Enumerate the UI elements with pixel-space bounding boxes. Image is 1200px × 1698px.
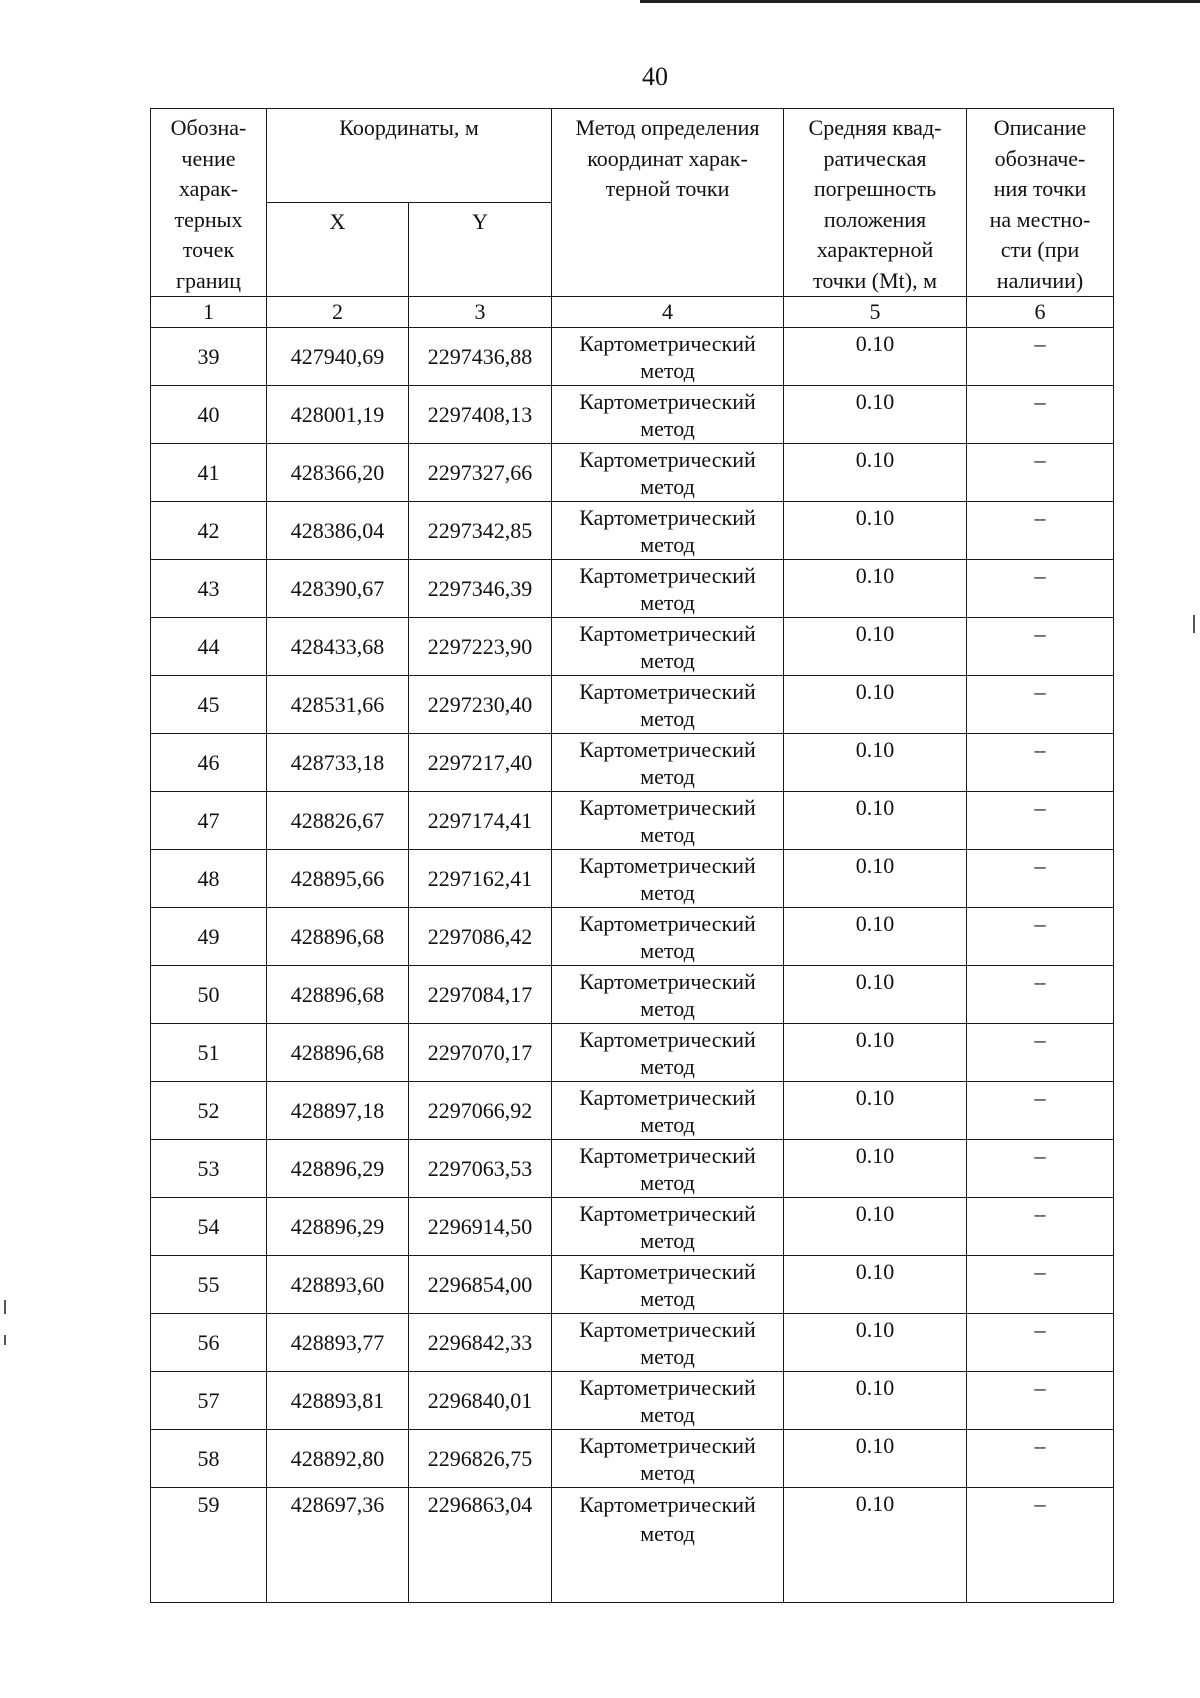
method-cell xyxy=(552,328,784,386)
x-coordinate-cell: 427940,69 xyxy=(267,328,409,386)
description-cell: – xyxy=(967,734,1114,792)
x-coordinate-cell: 428896,29 xyxy=(267,1198,409,1256)
method-line: Картометрический xyxy=(579,1375,756,1400)
table-row xyxy=(151,502,1114,560)
method-cell xyxy=(552,1140,784,1198)
y-coordinate-cell: 2297086,42 xyxy=(409,908,552,966)
x-coordinate-cell: 428892,80 xyxy=(267,1430,409,1488)
y-coordinate-cell: 2297174,41 xyxy=(409,792,552,850)
x-coordinate-cell: 428366,20 xyxy=(267,444,409,502)
error-cell: 0.10 xyxy=(784,328,967,386)
header-line: Средняя квад- xyxy=(808,115,942,140)
point-number-cell: 59 xyxy=(151,1488,267,1603)
method-line: метод xyxy=(640,1460,695,1485)
point-number-cell: 53 xyxy=(151,1140,267,1198)
description-cell: – xyxy=(967,618,1114,676)
error-cell: 0.10 xyxy=(784,734,967,792)
point-number-cell: 54 xyxy=(151,1198,267,1256)
description-cell: – xyxy=(967,1198,1114,1256)
method-line: Картометрический xyxy=(579,1143,756,1168)
x-coordinate-cell: 428896,68 xyxy=(267,966,409,1024)
point-number-cell: 50 xyxy=(151,966,267,1024)
y-coordinate-cell: 2297436,88 xyxy=(409,328,552,386)
error-cell: 0.10 xyxy=(784,850,967,908)
method-line: Картометрический xyxy=(579,969,756,994)
header-line: положения xyxy=(823,206,927,232)
header-line: харак- xyxy=(178,176,239,201)
method-line: метод xyxy=(640,1344,695,1369)
method-line: Картометрический xyxy=(579,1259,756,1284)
y-coordinate-cell: 2297223,90 xyxy=(409,618,552,676)
description-cell: – xyxy=(967,676,1114,734)
x-coordinate-cell: 428826,67 xyxy=(267,792,409,850)
y-coordinate-cell: 2296826,75 xyxy=(409,1430,552,1488)
header-point-description xyxy=(967,109,1114,297)
method-cell xyxy=(552,1198,784,1256)
x-coordinate-cell: 428893,81 xyxy=(267,1372,409,1430)
method-line: Картометрический xyxy=(579,1492,756,1517)
description-cell: – xyxy=(967,386,1114,444)
header-line: ния точки xyxy=(993,176,1087,201)
method-cell xyxy=(552,1314,784,1372)
coordinates-table xyxy=(150,108,1114,1603)
method-line: метод xyxy=(640,706,695,731)
column-number: 3 xyxy=(409,297,552,328)
table-row xyxy=(151,966,1114,1024)
point-number-cell: 39 xyxy=(151,328,267,386)
method-line: Картометрический xyxy=(579,621,756,646)
point-number-cell: 47 xyxy=(151,792,267,850)
method-line: Картометрический xyxy=(579,389,756,414)
method-line: метод xyxy=(640,358,695,383)
table-row xyxy=(151,850,1114,908)
method-line: метод xyxy=(640,590,695,615)
table-row xyxy=(151,1140,1114,1198)
column-number-row xyxy=(151,297,1114,328)
method-line: метод xyxy=(640,1054,695,1079)
scan-margin-mark xyxy=(4,1335,6,1345)
table-row xyxy=(151,908,1114,966)
error-cell: 0.10 xyxy=(784,966,967,1024)
method-line: Картометрический xyxy=(579,853,756,878)
header-line: Метод определения xyxy=(575,115,760,140)
error-cell: 0.10 xyxy=(784,386,967,444)
point-number-cell: 42 xyxy=(151,502,267,560)
description-cell: – xyxy=(967,502,1114,560)
description-cell: – xyxy=(967,792,1114,850)
method-cell xyxy=(552,734,784,792)
point-number-cell: 58 xyxy=(151,1430,267,1488)
table-row xyxy=(151,676,1114,734)
point-number-cell: 52 xyxy=(151,1082,267,1140)
method-cell xyxy=(552,386,784,444)
y-coordinate-cell: 2297342,85 xyxy=(409,502,552,560)
y-coordinate-cell: 2297084,17 xyxy=(409,966,552,1024)
y-coordinate-cell: 2297070,17 xyxy=(409,1024,552,1082)
point-number-cell: 48 xyxy=(151,850,267,908)
method-cell xyxy=(552,1024,784,1082)
y-coordinate-cell: 2297230,40 xyxy=(409,676,552,734)
description-cell: – xyxy=(967,1488,1114,1603)
description-cell: – xyxy=(967,328,1114,386)
method-line: Картометрический xyxy=(579,505,756,530)
method-line: метод xyxy=(640,764,695,789)
table-row xyxy=(151,1372,1114,1430)
description-cell: – xyxy=(967,1430,1114,1488)
table-row xyxy=(151,1314,1114,1372)
error-cell: 0.10 xyxy=(784,502,967,560)
method-line: метод xyxy=(640,1286,695,1311)
y-coordinate-cell: 2296842,33 xyxy=(409,1314,552,1372)
header-line: на местно- xyxy=(989,206,1091,232)
header-line: характерной xyxy=(816,237,934,262)
header-row xyxy=(151,109,1114,203)
error-cell: 0.10 xyxy=(784,1256,967,1314)
method-line: Картометрический xyxy=(579,563,756,588)
method-line: Картометрический xyxy=(579,1201,756,1226)
point-number-cell: 56 xyxy=(151,1314,267,1372)
scan-margin-mark xyxy=(1193,615,1195,633)
x-coordinate-cell: 428433,68 xyxy=(267,618,409,676)
method-cell xyxy=(552,618,784,676)
method-line: Картометрический xyxy=(579,1317,756,1342)
error-cell: 0.10 xyxy=(784,560,967,618)
description-cell: – xyxy=(967,1314,1114,1372)
x-coordinate-cell: 428895,66 xyxy=(267,850,409,908)
method-cell xyxy=(552,792,784,850)
error-cell: 0.10 xyxy=(784,1024,967,1082)
page-number: 40 xyxy=(642,62,668,91)
table-row xyxy=(151,618,1114,676)
method-line: метод xyxy=(640,996,695,1021)
header-mean-square-error xyxy=(784,109,967,297)
method-line: метод xyxy=(640,1402,695,1427)
y-coordinate-cell: 2296854,00 xyxy=(409,1256,552,1314)
header-coordinates: Координаты, м xyxy=(267,109,552,203)
header-line: терной точки xyxy=(605,176,730,201)
method-cell xyxy=(552,502,784,560)
method-cell xyxy=(552,966,784,1024)
y-coordinate-cell: 2297066,92 xyxy=(409,1082,552,1140)
point-number-cell: 57 xyxy=(151,1372,267,1430)
description-cell: – xyxy=(967,560,1114,618)
description-cell: – xyxy=(967,444,1114,502)
point-number-cell: 51 xyxy=(151,1024,267,1082)
header-x: X xyxy=(267,203,409,297)
header-y: Y xyxy=(409,203,552,297)
error-cell: 0.10 xyxy=(784,444,967,502)
method-line: метод xyxy=(640,416,695,441)
description-cell: – xyxy=(967,1082,1114,1140)
method-line: метод xyxy=(640,474,695,499)
method-cell xyxy=(552,850,784,908)
method-line: Картометрический xyxy=(579,679,756,704)
method-line: Картометрический xyxy=(579,331,756,356)
method-cell xyxy=(552,560,784,618)
error-cell: 0.10 xyxy=(784,1430,967,1488)
point-number-cell: 49 xyxy=(151,908,267,966)
y-coordinate-cell: 2297327,66 xyxy=(409,444,552,502)
column-number: 4 xyxy=(552,297,784,328)
method-cell xyxy=(552,1372,784,1430)
table-row xyxy=(151,734,1114,792)
y-coordinate-cell: 2296863,04 xyxy=(409,1488,552,1603)
column-number: 2 xyxy=(267,297,409,328)
header-line: границ xyxy=(175,267,242,293)
table-row xyxy=(151,1024,1114,1082)
point-number-cell: 55 xyxy=(151,1256,267,1314)
method-cell xyxy=(552,1256,784,1314)
x-coordinate-cell: 428390,67 xyxy=(267,560,409,618)
x-coordinate-cell: 428001,19 xyxy=(267,386,409,444)
method-cell xyxy=(552,1488,784,1603)
header-line: Обозна- xyxy=(170,115,247,140)
description-cell: – xyxy=(967,1024,1114,1082)
method-line: Картометрический xyxy=(579,737,756,762)
method-line: метод xyxy=(640,1170,695,1195)
point-number-cell: 46 xyxy=(151,734,267,792)
header-line: обозначе- xyxy=(994,145,1086,171)
method-line: метод xyxy=(640,1112,695,1137)
column-number: 6 xyxy=(967,297,1114,328)
method-line: Картометрический xyxy=(579,1085,756,1110)
error-cell: 0.10 xyxy=(784,1488,967,1603)
x-coordinate-cell: 428896,68 xyxy=(267,1024,409,1082)
table-row xyxy=(151,1082,1114,1140)
y-coordinate-cell: 2297346,39 xyxy=(409,560,552,618)
description-cell: – xyxy=(967,1140,1114,1198)
point-number-cell: 43 xyxy=(151,560,267,618)
x-coordinate-cell: 428897,18 xyxy=(267,1082,409,1140)
method-cell xyxy=(552,908,784,966)
header-line: терных xyxy=(174,206,243,232)
table-row xyxy=(151,792,1114,850)
y-coordinate-cell: 2297217,40 xyxy=(409,734,552,792)
column-number: 5 xyxy=(784,297,967,328)
method-cell xyxy=(552,444,784,502)
table-row xyxy=(151,386,1114,444)
header-line: координат харак- xyxy=(587,145,748,171)
point-number-cell: 41 xyxy=(151,444,267,502)
description-cell: – xyxy=(967,908,1114,966)
header-line: точки (Mt), м xyxy=(813,267,938,293)
scan-top-rule xyxy=(640,0,1200,3)
header-line: Описание xyxy=(993,115,1087,140)
header-line: точек xyxy=(182,237,235,262)
description-cell: – xyxy=(967,966,1114,1024)
point-number-cell: 45 xyxy=(151,676,267,734)
error-cell: 0.10 xyxy=(784,1082,967,1140)
header-line: чение xyxy=(181,145,236,171)
x-coordinate-cell: 428531,66 xyxy=(267,676,409,734)
header-line: ратическая xyxy=(823,145,927,171)
table-row xyxy=(151,444,1114,502)
x-coordinate-cell: 428733,18 xyxy=(267,734,409,792)
error-cell: 0.10 xyxy=(784,676,967,734)
method-line: Картометрический xyxy=(579,911,756,936)
method-line: Картометрический xyxy=(579,795,756,820)
method-cell xyxy=(552,1082,784,1140)
method-line: Картометрический xyxy=(579,447,756,472)
table-row xyxy=(151,1198,1114,1256)
column-number: 1 xyxy=(151,297,267,328)
method-cell xyxy=(552,676,784,734)
x-coordinate-cell: 428896,68 xyxy=(267,908,409,966)
method-line: метод xyxy=(640,648,695,673)
error-cell: 0.10 xyxy=(784,1140,967,1198)
header-point-designation xyxy=(151,109,267,297)
table-row xyxy=(151,1430,1114,1488)
y-coordinate-cell: 2297063,53 xyxy=(409,1140,552,1198)
method-line: Картометрический xyxy=(579,1027,756,1052)
table-row xyxy=(151,1488,1114,1603)
method-line: метод xyxy=(640,532,695,557)
method-line: метод xyxy=(640,938,695,963)
error-cell: 0.10 xyxy=(784,1198,967,1256)
method-line: метод xyxy=(640,880,695,905)
point-number-cell: 40 xyxy=(151,386,267,444)
x-coordinate-cell: 428896,29 xyxy=(267,1140,409,1198)
header-line: погрешность xyxy=(813,176,937,201)
y-coordinate-cell: 2296840,01 xyxy=(409,1372,552,1430)
error-cell: 0.10 xyxy=(784,618,967,676)
table-row xyxy=(151,328,1114,386)
method-line: Картометрический xyxy=(579,1433,756,1458)
y-coordinate-cell: 2297408,13 xyxy=(409,386,552,444)
x-coordinate-cell: 428893,60 xyxy=(267,1256,409,1314)
x-coordinate-cell: 428697,36 xyxy=(267,1488,409,1603)
description-cell: – xyxy=(967,850,1114,908)
description-cell: – xyxy=(967,1372,1114,1430)
description-cell: – xyxy=(967,1256,1114,1314)
header-method xyxy=(552,109,784,297)
y-coordinate-cell: 2297162,41 xyxy=(409,850,552,908)
header-line: сти (при xyxy=(1000,237,1080,262)
error-cell: 0.10 xyxy=(784,792,967,850)
x-coordinate-cell: 428386,04 xyxy=(267,502,409,560)
method-line: метод xyxy=(640,1228,695,1253)
table-row xyxy=(151,1256,1114,1314)
table-row xyxy=(151,560,1114,618)
error-cell: 0.10 xyxy=(784,1314,967,1372)
scan-margin-mark xyxy=(4,1300,6,1314)
method-line: метод xyxy=(640,1521,695,1546)
method-line: метод xyxy=(640,822,695,847)
method-cell xyxy=(552,1430,784,1488)
x-coordinate-cell: 428893,77 xyxy=(267,1314,409,1372)
error-cell: 0.10 xyxy=(784,908,967,966)
y-coordinate-cell: 2296914,50 xyxy=(409,1198,552,1256)
point-number-cell: 44 xyxy=(151,618,267,676)
header-line: наличии) xyxy=(996,267,1084,293)
error-cell: 0.10 xyxy=(784,1372,967,1430)
